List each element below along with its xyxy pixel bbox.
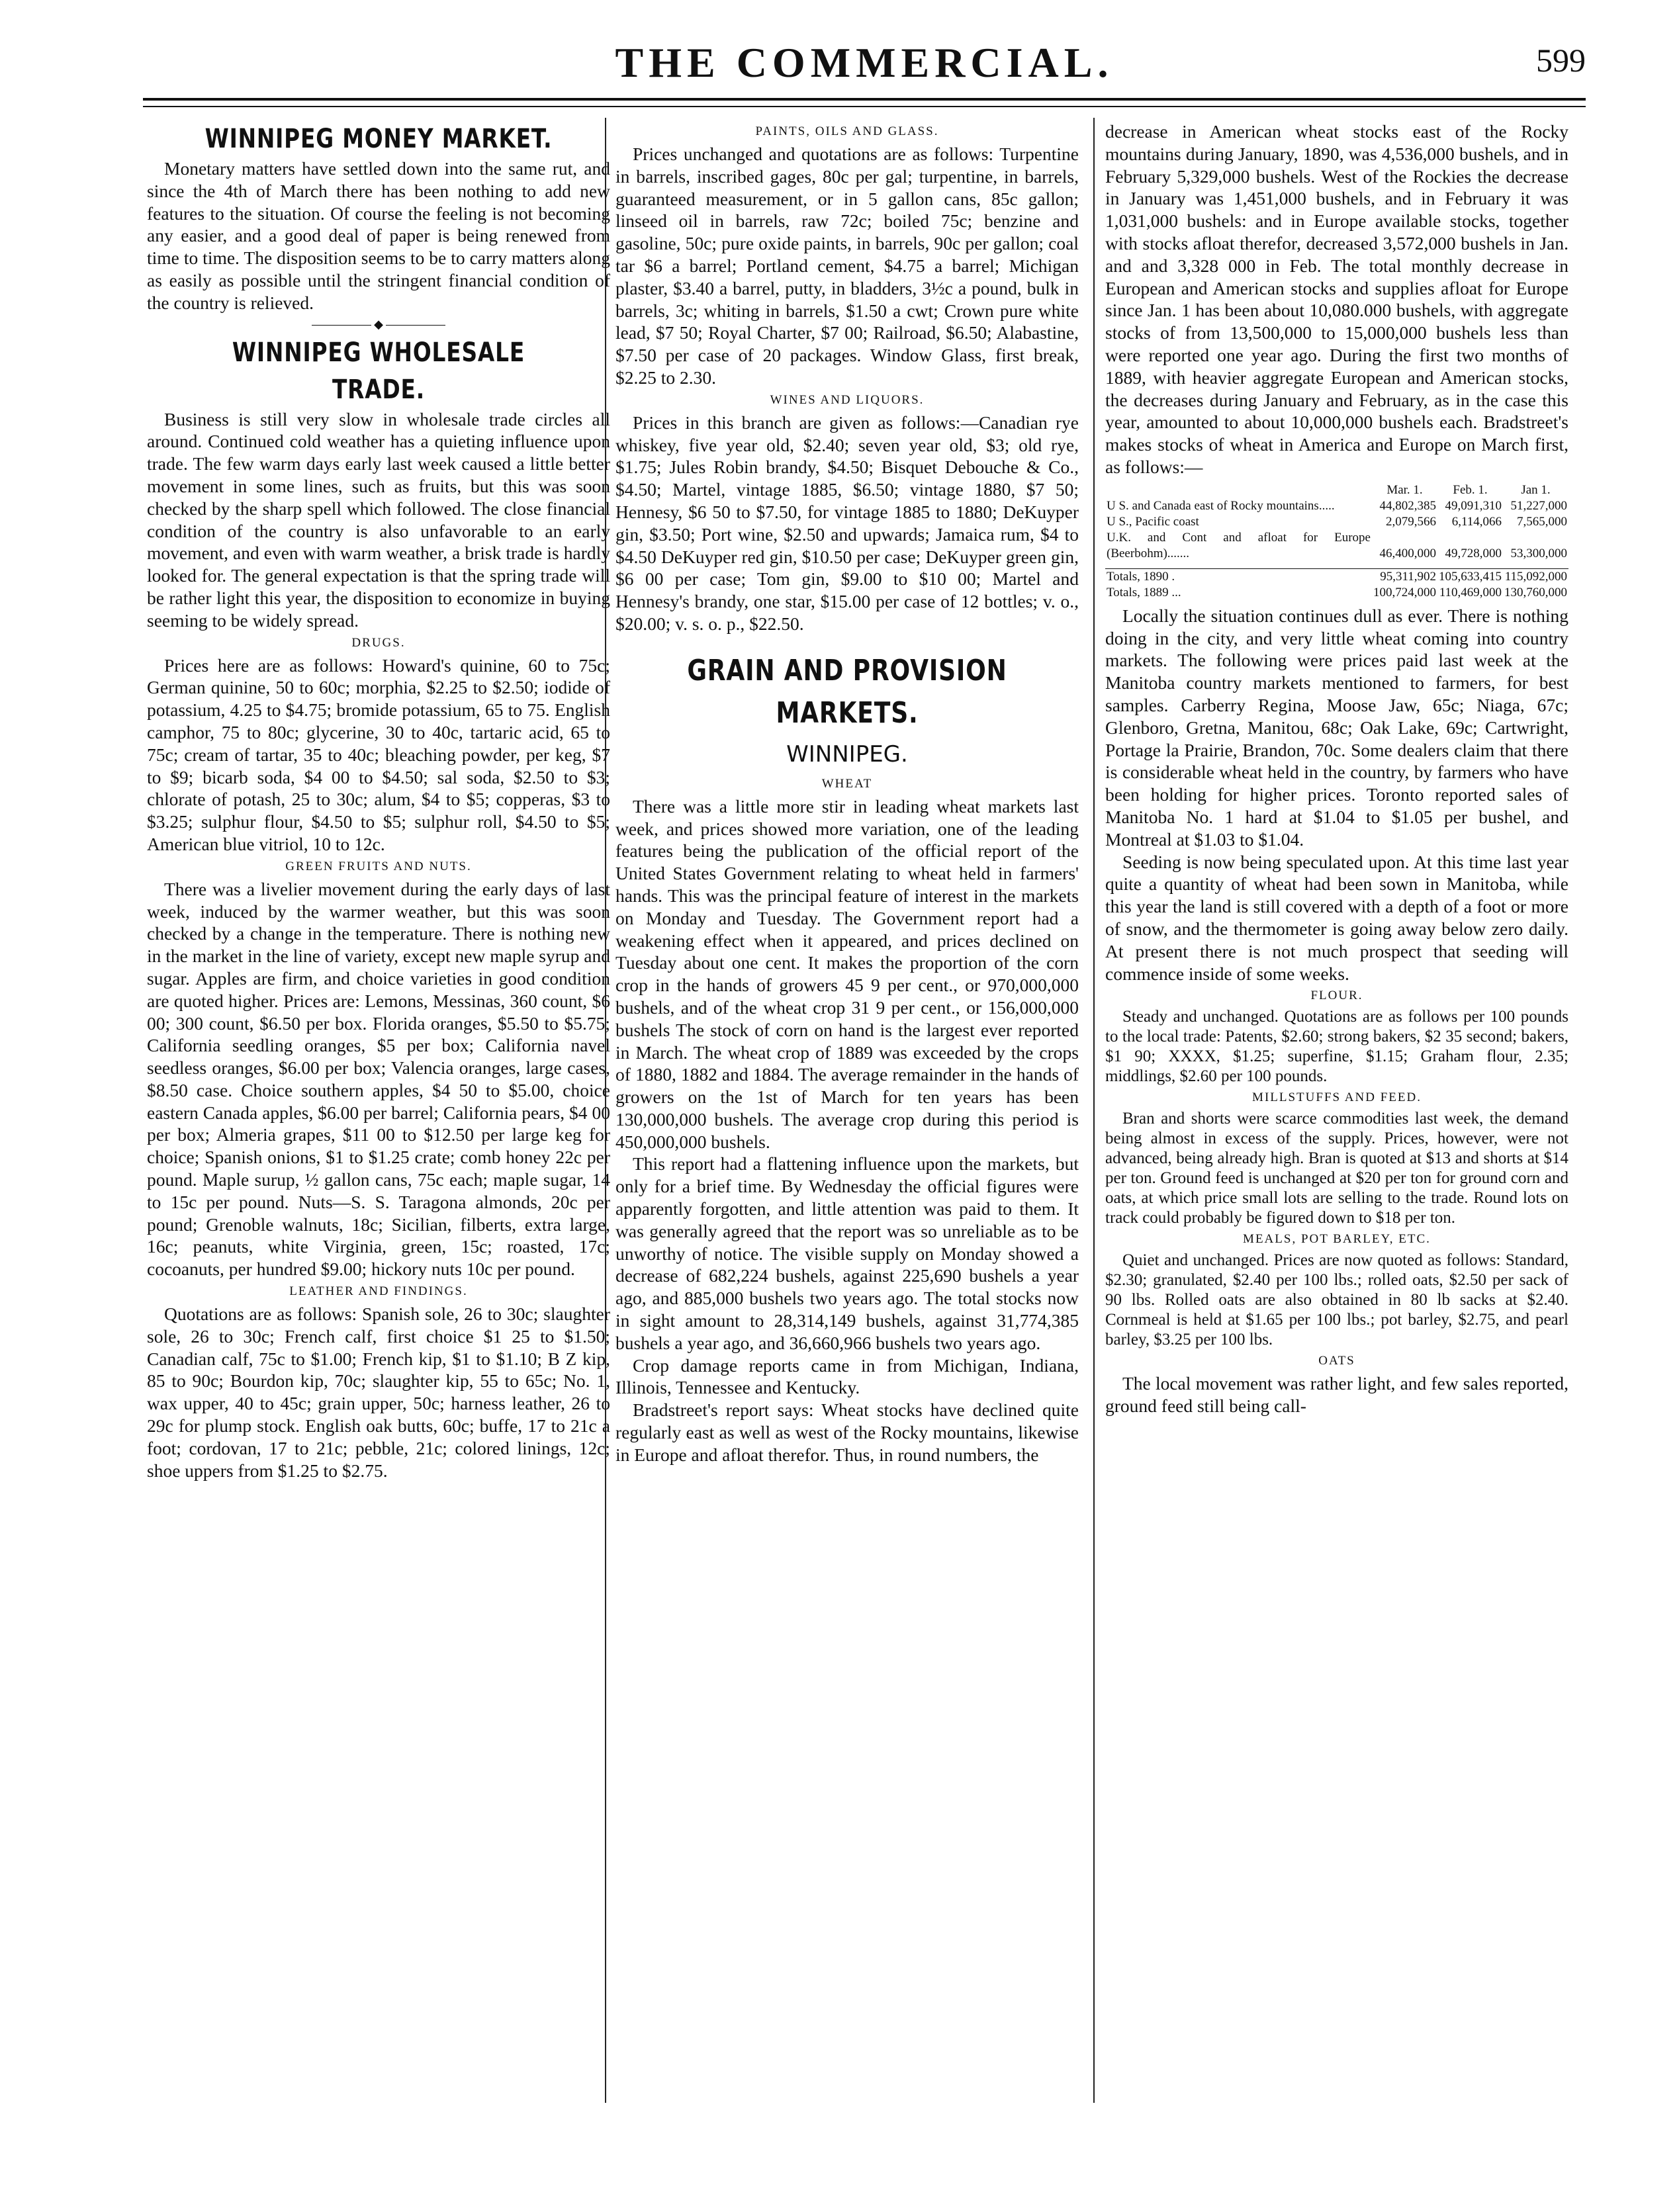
article-paragraph: Locally the situation continues dull as ever. There is nothing doing in the city, and very little wheat coming into country markets. The following were prices paid last week at the Manitoba country markets mentioned to farmers, for best samples. Carberry Regina, Moose Jaw, 65c; Niaga, 67c; Glenboro, Gretna, Manitou, 68c; Oak Lake, 69c; Cartwright, Portage la Prairie, Brandon, 70c. Some dealers claim that there is considerable wheat held in the country, by farmers who have been holding for higher prices. Toronto reported sales of Manitoba No. 1 hard at $1.04 to $1.05 per bushel, and Montreal at $1.03 to $1.04. [1105, 605, 1568, 850]
table-cell: 105,633,415 [1439, 569, 1502, 584]
page-number: 599 [1536, 42, 1586, 79]
table-row [1105, 514, 1568, 530]
article-paragraph: Monetary matters have settled down into the same rut, and since the 4th of March there has been nothing to add new features to the situation. Of course the feeling is not becoming any easier, and a good deal of paper is being renewed from time to time. The disposition seems to be to carry matters along as easily as possible until the stringent financial condition of the country is relieved. [147, 158, 610, 313]
article-heading: GRAIN AND PROVISION MARKETS. [687, 653, 1007, 730]
subheading: LEATHER AND FINDINGS. [289, 1284, 468, 1299]
table-cell: 49,728,000 [1445, 546, 1502, 560]
table-cell: 44,802,385 [1379, 498, 1436, 513]
row-label: U S. and Canada east of Rocky mountains..... [1107, 498, 1335, 513]
table-row [1105, 530, 1568, 562]
table-cell: 130,760,000 [1504, 585, 1567, 599]
article-paragraph: The local movement was rather light, and few sales reported, ground feed still being call- [1105, 1373, 1568, 1417]
table-cell: 6,114,066 [1451, 514, 1502, 529]
header-rule [143, 98, 1586, 101]
article-paragraph: Steady and unchanged. Quotations are as follows per 100 pounds to the local trade: Patents, $2.60; strong bakers, $2 35 second; bakers, $1 90; XXXX, $1.25; superfine, $1.15; Graham flour, 2.35; middlings, $2.60 per 100 pounds. [1105, 1008, 1568, 1086]
column-divider [1093, 118, 1095, 2103]
separator-ornament: ◆ [147, 314, 610, 334]
subheading: OATS [1318, 1354, 1355, 1368]
header-rule-thin [143, 106, 1586, 107]
article-paragraph: Quotations are as follows: Spanish sole, 26 to 30c; slaughter sole, 26 to 30c; French calf, first choice $1 25 to $1.50; Canadian calf, 75c to $1.00; French kip, $1 to $1.10; B Z kip, 85 to 90c; Bourdon kip, 70c; slaughter kip, 55 to 65c; No. 1, wax upper, 40 to 45c; grain upper, 50c; harness leather, 26 to 29c for plump stock. English oak butts, 60c; buffe, 17 to 21c a foot; cordovan, 17 to 21c; pebble, 21c; colored linings, 12c; shoe uppers from $1.25 to $2.75. [147, 1304, 610, 1481]
table-cell: 2,079,566 [1386, 514, 1436, 529]
masthead [143, 26, 1586, 106]
article-heading: WINNIPEG WHOLESALE TRADE. [232, 337, 525, 405]
table-header: Jan 1. [1521, 482, 1551, 497]
article-paragraph: Prices in this branch are given as follows:—Canadian rye whiskey, five year old, $2.40; seven year old, $3; old rye, $1.75; Jules Robin brandy, $4.50; Bisquet Debouche & Co., $4.50; Martel, vintage 1885, $6.50; vintage 1880, $7 50; Hennesy, $6 50 to $7.50, for vintage 1885 to 1880; DeKuyper gin, $3.50; Port wine, $2.50 and upwards; Jamaica rum, $4 to $4.50 DeKuyper red gin, $10.50 per case; DeKuyper green gin, $6 00 per case; Tom gin, $9.00 to $10 00; Martel and Hennesy's brandy, one star, $15.00 per case of 12 bottles; v. o., $20.00; v. s. o. p., $22.50. [615, 412, 1079, 634]
wheat-stocks-table [1105, 482, 1568, 601]
table-cell: 95,311,902 [1372, 568, 1437, 585]
article-paragraph: Quiet and unchanged. Prices are now quoted as follows: Standard, $2.30; granulated, $2.40 per 100 lbs.; rolled oats, $2.50 per sack of 90 lbs. Rolled oats are also obtained in 80 lb sacks at $2.40. Cornmeal is held at $1.65 per 100 lbs.; pot barley, $2.75, and pearl barley, $3.25 per 100 lbs. [1105, 1251, 1568, 1349]
table-cell: 100,724,000 [1373, 585, 1436, 599]
article-paragraph: Prices here are as follows: Howard's quinine, 60 to 75c; German quinine, 50 to 60c; morphia, $2.25 to $2.50; iodide of potassium, 4.25 to $4.75; bromide potassium, 65 to 75. English camphor, 75 to 80c; glycerine, 30 to 40c, tartaric acid, 65 to 75c; cream of tartar, 35 to 40c; bleaching powder, per keg, $7 to $9; bicarb soda, $4 00 to $4.50; sal soda, $2.50 to $3; chlorate of potash, 25 to 30c; alum, $4 to $5; copperas, $3 to $3.25; sulphur flour, $4.50 to $5; sulphur roll, $4.50 to $5; American blue vitriol, 10 to 12c. [147, 654, 610, 854]
newspaper-title: THE COMMERCIAL. [615, 39, 1114, 86]
subheading: FLOUR. [1310, 989, 1363, 1003]
article-paragraph: This report had a flattening influence upon the markets, but only for a brief time. By Wednesday the official figures were apparently forgotten, and little attention was paid to them. It was generally agreed that the report was so unreliable as to be unworthy of notice. The visible supply on Monday showed a decrease of 682,224 bushels, against 225,690 bushels a year ago, and 885,000 bushels two years ago. The total stocks now in sight amount to 28,314,149 bushels, against 31,774,385 bushels a year ago, and 36,660,966 bushels two years ago. [615, 1153, 1079, 1353]
subheading: GREEN FRUITS AND NUTS. [285, 859, 472, 873]
table-cell: 110,469,000 [1439, 585, 1502, 599]
table-row [1105, 568, 1568, 585]
subheading: MEALS, POT BARLEY, ETC. [1243, 1232, 1431, 1247]
table-cell: 46,400,000 [1379, 546, 1436, 560]
article-paragraph: There was a livelier movement during the early days of last week, induced by the warmer weather, but this was soon checked by a change in the temperature. There is nothing new in the market in the line of variety, except new maple syrup and sugar. Apples are firm, and choice varieties in good condition are quoted higher. Prices are: Lemons, Messinas, 360 count, $6 00; 300 count, $6.50 per box. Florida oranges, $5.50 to $5.75; California seedling oranges, $5 per box; California navel seedless oranges, $6.00 per box; Valencia oranges, large cases, $8.50 case. Choice southern apples, $4 50 to $5.00, choice eastern Canada apples, $6.00 per barrel; California pears, $4 00 per box; Almeria grapes, $11 00 to $12.50 per large keg for choice; Spanish onions, $1 to $1.25 crate; comb honey 22c per pound. Maple surup, ½ gallon cans, 75c each; maple sugar, 14 to 15c per pound. Nuts—S. S. Taragona almonds, 20c per pound; Grenoble walnuts, 18c; Sicilian, filberts, extra large, 16c; peanuts, white Virginia, green, 15c; roasted, 17c; cocoanuts, per hundred $9.00; hickory nuts 10c per pound. [147, 878, 610, 1280]
article-heading: WINNIPEG MONEY MARKET. [204, 124, 553, 154]
table-cell: 115,092,000 [1503, 568, 1568, 585]
table-cell: 49,091,310 [1445, 498, 1502, 513]
subheading: DRUGS. [351, 635, 406, 650]
column-1 [147, 120, 610, 1482]
article-paragraph: Business is still very slow in wholesale trade circles all around. Continued cold weather has a quieting influence upon trade. The few warm days early last week caused a little better movement in some lines, such as fruits, but this was soon checked by the sharp spell which followed. The close financial condition of the country is also unfavorable to an early movement, and even with warm weather, a brisk trade is hardly looked for. The general expectation is that the spring trade will be rather light this year, the disposition to economize in buying seeming to be widely spread. [147, 408, 610, 631]
subheading: WHEAT [821, 776, 873, 791]
table-cell: 53,300,000 [1510, 546, 1567, 560]
row-label: U S., Pacific coast [1107, 514, 1199, 529]
subheading: PAINTS, OILS AND GLASS. [755, 124, 939, 138]
article-paragraph: Bradstreet's report says: Wheat stocks have declined quite regularly east as well as west of the Rocky mountains, likewise in Europe and afloat therefor. Thus, in round numbers, the [615, 1399, 1079, 1465]
row-label: U.K. and Cont and afloat for Europe (Beerbohm)....... [1107, 530, 1371, 560]
table-header: Feb. 1. [1453, 482, 1488, 497]
column-3 [1105, 120, 1568, 1417]
article-paragraph: Crop damage reports came in from Michigan, Indiana, Illinois, Tennessee and Kentucky. [615, 1354, 1079, 1398]
row-label: Totals, 1889 ... [1107, 585, 1181, 599]
article-paragraph: Seeding is now being speculated upon. At this time last year quite a quantity of wheat had been sown in Manitoba, while this year the land is still covered with a depth of a foot or more of snow, and the thermometer is going away below zero daily. At present there is not much prospect that seeding will commence inside of some weeks. [1105, 851, 1568, 984]
article-paragraph: decrease in American wheat stocks east of the Rocky mountains during January, 1890, was 4,536,000 bushels, and in February 5,329,000 bushels. West of the Rockies the decrease in January was 1,451,000 bushels, and in February it was 1,031,000 bushels: and in Europe available stocks, together with stocks afloat therefor, decreased 3,572,000 bushels in Jan. and and 3,328 000 in Feb. The total monthly decrease in European and American stocks and supplies afloat for Europe since Jan. 1 has been about 10,080.000 bushels, with aggregate stocks of from 13,500,000 to 15,000,000 bushels less than were reported one year ago. During the first two months of 1889, with heavier aggregate European and American stocks, the decreases during January and February, as in the case this year, amounted to about 10,000,000 bushels each. Bradstreet's makes stocks of wheat in America and Europe on March first, as follows:— [1105, 121, 1568, 477]
article-paragraph: Bran and shorts were scarce commodities last week, the demand being almost in excess of the supply. Prices, however, were not advanced, being already high. Bran is quoted at $13 and shorts at $14 per ton. Ground feed is unchanged at $20 per ton for ground corn and oats, at which price small lots are selling to the trade. Round lots on track could probably be figured down to $18 per ton. [1105, 1110, 1568, 1227]
section-heading: WINNIPEG. [786, 740, 908, 768]
column-2 [615, 120, 1079, 1466]
table-cell: 7,565,000 [1517, 514, 1567, 529]
table-header [1105, 482, 1372, 498]
table-row [1105, 585, 1568, 601]
article-paragraph: Prices unchanged and quotations are as follows: Turpentine in barrels, inscribed gages, 80c per gal; turpentine, in barrels, guaranteed measurement, or in 5 gallon cans, 85c gallon; linseed oil in barrels, raw 72c; boiled 75c; benzine and gasoline, 50c; pure oxide paints, in barrels, 90c per gallon; coal tar $6 a barrel; Portland cement, $4.75 a barrel; Michigan plaster, $3.40 a barrel, putty, in bladders, 3½c a pound, bulk in barrels, 3c; whiting in barrels, $1.50 a cwt; Crown pure white lead, $7 50; Royal Charter, $7 00; Railroad, $6.50; Alabastine, $7.50 per case of 20 packages. Window Glass, first break, $2.25 to 2.30. [615, 144, 1079, 388]
article-paragraph: There was a little more stir in leading wheat markets last week, and prices showed more variation, one of the leading features being the publication of the official report of the United States Government relating to wheat held in farmers' hands. This was the principal feature of interest in the markets on Monday and Tuesday. The Government report had a weakening effect when it appeared, and prices declined on Tuesday about one cent. It makes the proportion of the corn crop in the hands of growers 45 9 per cent., or 970,000,000 bushels, and of the wheat crop 31 9 per cent., or 156,000,000 bushels The stock of corn on hand is the largest ever reported in March. The wheat crop of 1889 was exceeded by the crops of 1880, 1882 and 1884. The average remainder in the hands of growers on the 1st of March for ten years has been 130,000,000 bushels. The average crop during this period is 450,000,000 bushels. [615, 795, 1079, 1152]
subheading: MILLSTUFFS AND FEED. [1252, 1090, 1422, 1105]
row-label: Totals, 1890 . [1105, 568, 1372, 585]
table-cell: 51,227,000 [1510, 498, 1567, 513]
table-row [1105, 498, 1568, 514]
subheading: WINES AND LIQUORS. [770, 392, 925, 407]
table-header: Mar. 1. [1386, 482, 1423, 497]
